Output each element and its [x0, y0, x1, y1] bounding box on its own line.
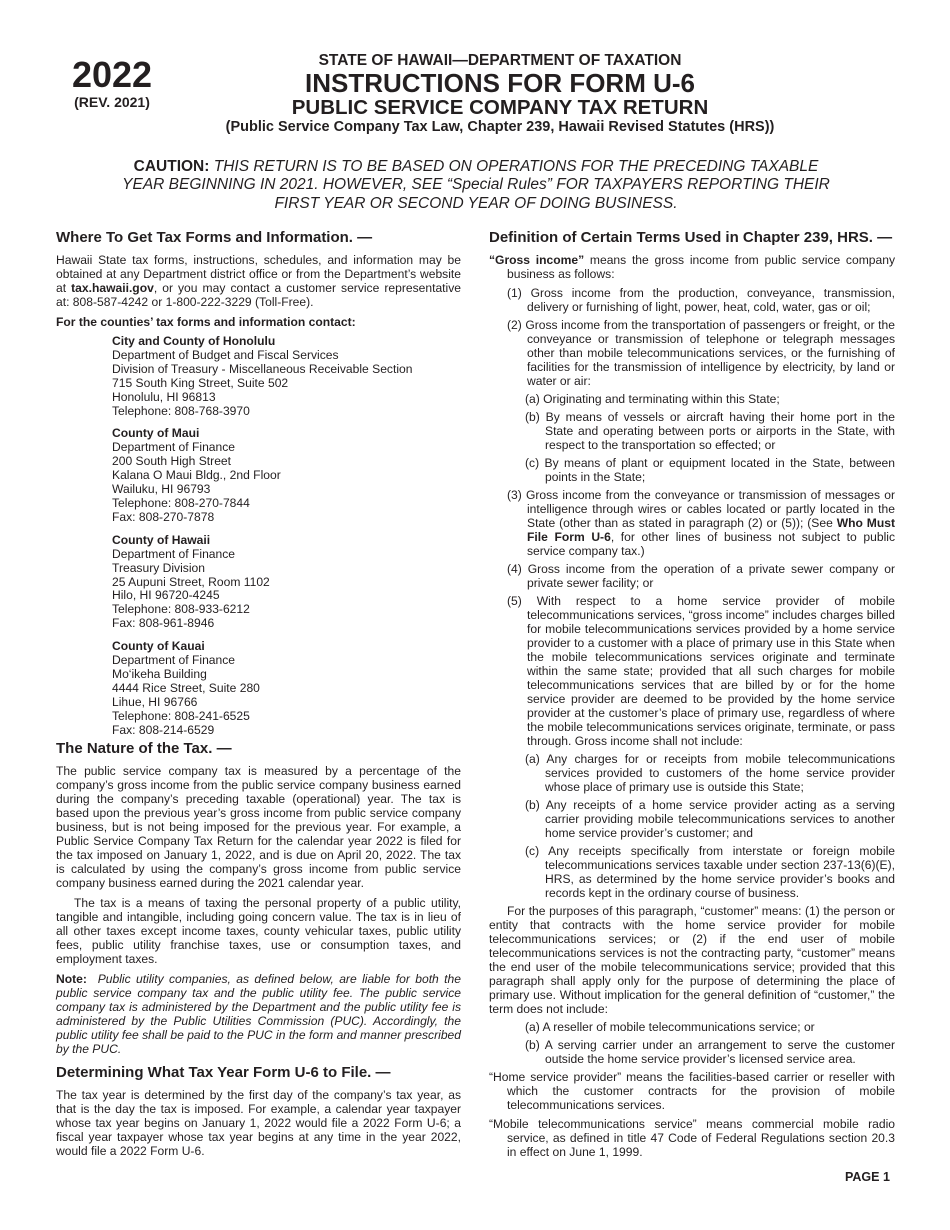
- note-text: Public utility companies, as defined below, are liable for both the public service company tax and the public utility fee. The public service company tax is administered by the Department and the public utility fee is administered by the Public Utilities Commission (PUC). Accordingly, the public utility fee shall be paid to the PUC in the form and manner prescribed by the PUC.: [56, 972, 461, 1057]
- page-number: PAGE 1: [845, 1170, 890, 1184]
- address-line: Department of Finance: [112, 653, 236, 668]
- sub-list-item: (c) Any receipts specifically from interstate or foreign mobile telecommunications services taxable under section 237-13(6)(E), HRS, as determined by the home service provider’s books and records kept in the ordinary course of business.: [525, 844, 895, 900]
- gross-income-text: means the gross income from public service company business as follows:: [507, 253, 895, 281]
- address-phone: Telephone: 808-933-6212: [112, 602, 250, 617]
- list-item: (4) Gross income from the operation of a private sewer company or private sewer facility; or: [507, 562, 895, 590]
- sub-list-item: (c) By means of plant or equipment located in the State, between points in the State;: [525, 456, 895, 484]
- form-year-block: [68, 56, 156, 110]
- gross-income-term: “Gross income”: [489, 253, 585, 267]
- address-line: Kalana O Maui Bldg., 2nd Floor: [112, 468, 281, 483]
- page-subtitle: PUBLIC SERVICE COMPANY TAX RETURN: [291, 96, 709, 119]
- caution-text: THIS RETURN IS TO BE BASED ON OPERATIONS FOR THE PRECEDING TAXABLE YEAR BEGINNING IN 2021. HOWEVER, SEE “Special Rules” FOR TAXPAYERS REPORTING THEIR FIRST YEAR OR SECOND YEAR OF DOING BUSINESS.: [122, 158, 830, 212]
- where-text-b: , or you may contact a customer service representative at: 808-587-4242 or 1-800-222-3229 (Toll-Free).: [56, 281, 462, 309]
- address-phone: Telephone: 808-270-7844: [112, 495, 250, 510]
- note-paragraph: [56, 972, 461, 1056]
- note-label: Note:: [56, 972, 87, 987]
- address-line: 715 South King Street, Suite 502: [112, 375, 289, 390]
- county-name: County of Hawaii: [112, 532, 211, 547]
- year-paragraph: The tax year is determined by the first day of the company’s tax year, as that is the day the tax is imposed. For example, a calendar year taxpayer whose tax year begins on January 1, 2022 would file a 2022 Form U-6; a fiscal year taxpayer whose tax year begins at any time in the year 2022, would file a 2022 Form U-6.: [56, 1088, 461, 1159]
- address-line: Lihue, HI 96766: [112, 694, 198, 709]
- address-kauai: [112, 640, 461, 737]
- address-line: Mo‘ikeha Building: [112, 666, 207, 681]
- county-name: County of Kauai: [112, 639, 205, 654]
- sub-list-item: (a) Any charges for or receipts from mobile telecommunications services provided to customers of the home service provider whose place of primary use is outside this State;: [525, 752, 895, 794]
- address-line: Department of Finance: [112, 546, 236, 561]
- address-line: 200 South High Street: [112, 454, 232, 469]
- address-line: 4444 Rice Street, Suite 280: [112, 680, 260, 695]
- address-fax: Fax: 808-214-6529: [112, 722, 215, 737]
- law-reference: (Public Service Company Tax Law, Chapter 239, Hawaii Revised Statutes (HRS)): [225, 119, 775, 135]
- sub-list-item: (b) A serving carrier under an arrangement to serve the customer outside the home service provider’s licensed service area.: [525, 1038, 895, 1066]
- purpose-paragraph: For the purposes of this paragraph, “customer” means: (1) the person or entity that contracts with the home service provider for mobile telecommunications services; or (2) if the end user of mobile telecommunications services is not the contracting party, “customer” means the end user of the mobile telecommunications service; provided that this paragraph shall apply only for the purpose of determining the place of primary use. Without implication for the general definition of “customer,” the term does not include:: [489, 904, 895, 1016]
- website-link[interactable]: tax.hawaii.gov: [71, 281, 154, 295]
- address-line: Wailuku, HI 96793: [112, 482, 211, 497]
- address-hawaii: [112, 534, 461, 631]
- address-phone: Telephone: 808-768-3970: [112, 403, 250, 418]
- where-heading: Where To Get Tax Forms and Information. —: [56, 229, 373, 246]
- home-service-provider-definition: “Home service provider” means the facilities-based carrier or reseller with which the customer contracts for the provision of mobile telecommunications services.: [489, 1070, 895, 1112]
- right-column: [489, 229, 895, 1164]
- address-line: Department of Budget and Fiscal Services: [112, 347, 339, 362]
- year-heading: Determining What Tax Year Form U-6 to File. —: [56, 1064, 391, 1082]
- address-honolulu: [112, 335, 461, 418]
- who-must-file-reference: Who Must File Form U-6: [527, 516, 895, 544]
- item3-text-b: , for other lines of business not subject to public service company tax.): [527, 530, 895, 558]
- sub-list-item: (a) Originating and terminating within this State;: [525, 392, 780, 406]
- nature-heading: The Nature of the Tax. —: [56, 740, 232, 758]
- department-name: STATE OF HAWAII—DEPARTMENT OF TAXATION: [318, 52, 682, 69]
- address-phone: Telephone: 808-241-6525: [112, 708, 250, 723]
- caution-label: CAUTION:: [133, 158, 210, 175]
- left-column: [56, 229, 461, 1162]
- county-name: City and County of Honolulu: [112, 334, 276, 348]
- address-fax: Fax: 808-961-8946: [112, 616, 215, 631]
- nature-paragraph-2: The tax is a means of taxing the personal property of a public utility, tangible and intangible, including going concern value. The tax is in lieu of all other taxes except income taxes, county vehicular taxes, public utility fees, public utility franchise taxes, use or consumption taxes, and employment taxes.: [56, 896, 461, 967]
- county-name: County of Maui: [112, 426, 200, 441]
- page-header: [190, 52, 810, 136]
- revision-label: (REV. 2021): [74, 94, 150, 110]
- where-text-a: Hawaii State tax forms, instructions, schedules, and information may be obtained at any Department district office or from the Department’s website at: [56, 253, 461, 295]
- list-item: (2) Gross income from the transportation of passengers or freight, or the conveyance or transmission of telephone or telegraph messages other than mobile telecommunications services, or the furnishing of facilities for the transmission of intelligence by electricity, by land or water or air:: [507, 318, 895, 388]
- address-line: Hilo, HI 96720-4245: [112, 588, 220, 603]
- sub-list-item: (b) Any receipts of a home service provider acting as a serving carrier providing mobile telecommunications services to another home service provider’s customer; and: [525, 798, 895, 840]
- list-item: (5) With respect to a home service provider of mobile telecommunications services, “gross income” includes charges billed for mobile telecommunications services provided by a home service provider to a customer with a place of primary use in this State when the mobile telecommunications services originate and terminate within the same state; provided that all such charges for mobile telecommunications services that are billed by or for the home service provider are deemed to be provided by the home service provider at the customer’s place of primary use, regardless of where the mobile telecommunications services originate, terminate, or pass through. Gross income shall not include:: [507, 594, 895, 748]
- address-maui: [112, 427, 461, 524]
- counties-intro: For the counties’ tax forms and information contact:: [56, 315, 356, 329]
- sub-list-item: (a) A reseller of mobile telecommunications service; or: [525, 1020, 815, 1034]
- address-line: Division of Treasury - Miscellaneous Receivable Section: [112, 361, 413, 376]
- sub-list-item: (b) By means of vessels or aircraft having their home port in the State and operating between ports or airports in the State, with respect to the transportation so effected; or: [525, 410, 895, 452]
- caution-notice: [120, 158, 832, 213]
- gross-income-definition: [489, 253, 895, 281]
- address-line: 25 Aupuni Street, Room 1102: [112, 574, 270, 589]
- item3-text-a: (3) Gross income from the conveyance or transmission of messages or intelligence through wires or cables located or partly located in the State (other than as stated in paragraph (2) or (5)); (See: [507, 488, 895, 530]
- mobile-telecom-definition: “Mobile telecommunications service” means commercial mobile radio service, as defined in title 47 Code of Federal Regulations section 20.3 in effect on June 1, 1999.: [489, 1117, 895, 1159]
- definitions-heading: Definition of Certain Terms Used in Chapter 239, HRS. —: [489, 229, 893, 246]
- where-paragraph: [56, 253, 461, 309]
- list-item: [489, 488, 895, 558]
- list-item: (1) Gross income from the production, conveyance, transmission, delivery or furnishing of light, power, heat, cold, water, gas or oil;: [507, 286, 895, 314]
- nature-paragraph-1: The public service company tax is measured by a percentage of the company’s gross income from the public service company business earned during the company’s preceding taxable (operational) year. The tax is based upon the previous year’s gross income from public service company business, but is not being imposed for the previous year. For example, a Public Service Company Tax Return for the calendar year 2022 is filed for the tax imposed on January 1, 2022, and is due on April 20, 2022. The tax is calculated by using the company’s gross income from public service company business earned during the 2021 calendar year.: [56, 764, 461, 891]
- address-line: Department of Finance: [112, 440, 236, 455]
- address-fax: Fax: 808-270-7878: [112, 509, 215, 524]
- address-line: Honolulu, HI 96813: [112, 389, 216, 404]
- form-year: 2022: [71, 54, 153, 95]
- address-line: Treasury Division: [112, 560, 205, 575]
- page-title: INSTRUCTIONS FOR FORM U-6: [305, 68, 695, 98]
